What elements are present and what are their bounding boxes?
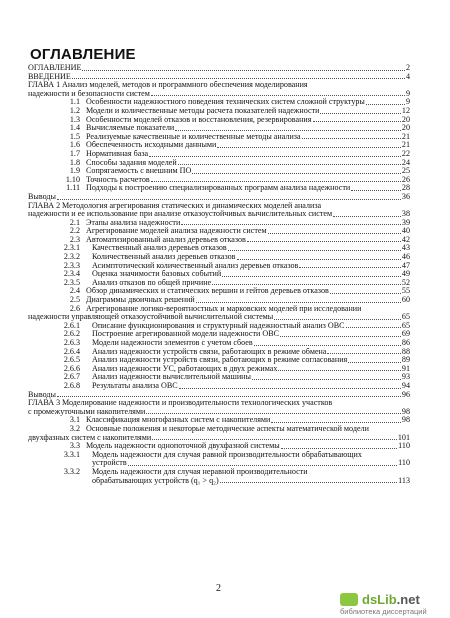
toc-entry — [28, 322, 410, 331]
toc-entry-line — [28, 141, 410, 150]
toc-entry-page: 20 — [401, 114, 410, 124]
toc-entry — [28, 425, 410, 442]
toc-entry-line — [28, 356, 410, 365]
toc-entry-title: Сопрягаемость с внешним ПО — [86, 167, 192, 176]
dot-leader — [57, 199, 401, 200]
toc-entry-title: Реализуемые качественные и количественные методы анализа — [86, 132, 301, 141]
toc-entry-title: Обеспеченность исходными данными — [86, 141, 217, 150]
toc-entry-page: 9 — [405, 88, 410, 98]
toc-entry-number: 2.6.1 — [63, 320, 80, 330]
dot-leader — [196, 302, 401, 303]
toc-entry-line — [28, 236, 410, 245]
toc-entry-line — [28, 81, 410, 90]
toc-entry-number: 2.6.4 — [63, 346, 80, 356]
toc-entry-line — [28, 451, 410, 460]
toc-entry — [28, 107, 410, 116]
toc-entry-number: 3.1 — [69, 415, 80, 425]
toc-entry-title: Анализ моделей, методов и программного обеспечения моделирования — [62, 81, 308, 90]
toc-entry-title: двухфазных систем с накопителями — [28, 433, 152, 442]
toc-entry-page: 98 — [401, 415, 410, 425]
dot-leader — [281, 448, 398, 449]
toc-entry-line — [28, 184, 410, 193]
toc-entry-number: 2.4 — [69, 286, 80, 296]
toc-entry-number: 2.6.3 — [63, 338, 80, 347]
toc-entry-line — [28, 399, 410, 408]
toc-entry-title: Способы задания моделей — [86, 158, 177, 167]
toc-entry-title: Анализ надежности вычислительной машины — [92, 373, 251, 382]
toc-entry-page: 22 — [401, 148, 410, 158]
dot-leader — [351, 190, 401, 191]
toc-entry-number: 2.6.6 — [63, 363, 80, 373]
toc-entry-number: 3.3 — [69, 441, 80, 451]
dot-leader — [178, 164, 401, 165]
toc-entry-title: Выводы — [28, 390, 56, 399]
dot-leader — [220, 482, 397, 483]
toc-entry — [28, 442, 410, 451]
toc-entry — [28, 98, 410, 107]
watermark-logo: dsLib.net — [362, 592, 420, 607]
toc-entry-number: 2.3 — [69, 234, 80, 244]
toc-entry-title: надежности и ее использование при анализе отказоустойчивых вычислительных систем — [28, 210, 333, 219]
toc-entry — [28, 159, 410, 168]
toc-entry-title: ВВЕДЕНИЕ — [28, 72, 71, 81]
toc-entry — [28, 150, 410, 159]
toc-entry-line — [28, 382, 410, 391]
toc-entry-title: Анализ надежности устройств связи, работающих в режиме согласования — [92, 356, 348, 365]
toc-entry-title: Подходы к построению специализированных программ анализа надежности — [86, 184, 351, 193]
toc-entry-number: 3.3.1 — [63, 449, 80, 459]
toc-entry-page: 28 — [401, 183, 410, 193]
dot-leader — [313, 121, 401, 122]
toc-entry-number: 1.7 — [69, 148, 80, 158]
toc-entry-title: Анализ надежности устройств связи, работающих в режиме обмена — [92, 347, 327, 356]
toc-entry-title: Классификация многофазных систем с накопителями — [86, 416, 271, 425]
dot-leader — [181, 224, 401, 225]
toc-entry — [28, 244, 410, 253]
dot-leader — [152, 439, 397, 440]
toc-entry-line — [28, 116, 410, 125]
toc-entry-page: 36 — [401, 191, 410, 201]
dot-leader — [82, 70, 405, 71]
toc-entry-title: Анализ надежности УС, работающих в двух режимах — [92, 364, 278, 373]
toc-entry-page: 60 — [401, 295, 410, 305]
toc-entry-line — [28, 322, 410, 331]
dot-leader — [346, 327, 401, 328]
toc-entry — [28, 287, 410, 296]
toc-entry-number: 2.3.5 — [63, 277, 80, 287]
toc-entry-line — [28, 64, 410, 73]
toc-entry-title: Вычисляемые показатели — [86, 124, 175, 133]
toc-entry-title: устройств — [92, 459, 127, 468]
toc-entry-number: 1.3 — [69, 114, 80, 124]
toc-entry-line — [28, 477, 410, 486]
toc-entry-line — [28, 107, 410, 116]
toc-entry-title: Диаграммы двоичных решений — [86, 296, 195, 305]
toc-entry-page: 25 — [401, 166, 410, 176]
toc-entry-title: ОГЛАВЛЕНИЕ — [28, 64, 82, 72]
toc-entry-number: 1.6 — [69, 140, 80, 150]
toc-entry — [28, 133, 410, 142]
dot-leader — [247, 241, 401, 242]
dot-leader — [175, 130, 401, 131]
toc-entry-line — [28, 416, 410, 425]
dot-leader — [237, 259, 401, 260]
toc-entry-title: Точность расчетов — [86, 175, 150, 184]
toc-entry — [28, 399, 410, 416]
toc-entry-title: Особенности надежностного поведения технических систем сложной структуры — [86, 98, 365, 107]
toc-entry-title: Особенности моделей отказов и восстановления, резервирования — [86, 115, 312, 124]
toc-entry-number: 2.3.3 — [63, 260, 80, 270]
toc-entry-line — [28, 279, 410, 288]
toc-entry-number: 2.1 — [69, 217, 80, 227]
toc-entry — [28, 348, 410, 357]
toc-entry-page: 110 — [398, 458, 410, 468]
toc-entry-line — [28, 176, 410, 185]
toc-entry-line — [28, 98, 410, 107]
toc-entry-page: 21 — [401, 140, 410, 150]
toc-entry-line — [28, 227, 410, 236]
toc-entry-number: 1.1 — [69, 97, 80, 107]
dot-leader — [327, 353, 400, 354]
toc-entry-line — [28, 287, 410, 296]
toc-entry-line — [28, 468, 410, 477]
dot-leader — [274, 319, 401, 320]
toc-entry — [28, 305, 410, 322]
toc-entry-line — [28, 296, 410, 305]
toc-entry-page: 88 — [401, 346, 410, 356]
toc-entry-page: 86 — [401, 338, 410, 347]
toc-entry-number: ГЛАВА 3 — [28, 398, 61, 408]
toc-entry — [28, 339, 410, 348]
toc-entry-page: 47 — [401, 260, 410, 270]
toc-entry — [28, 141, 410, 150]
toc-entry-number: 2.5 — [69, 295, 80, 305]
toc-entry-line — [28, 425, 410, 434]
toc-entry-page: 89 — [401, 355, 410, 365]
toc-entry-title: с промежуточными накопителями — [28, 407, 146, 416]
toc-entry-line — [28, 244, 410, 253]
toc-entry-number: 1.11 — [66, 183, 80, 193]
toc-entry — [28, 64, 410, 73]
toc-entry-page: 38 — [401, 209, 410, 219]
toc-entry-page: 43 — [401, 243, 410, 253]
toc-entry-number: 2.3.2 — [63, 252, 80, 262]
toc-entry-line — [28, 150, 410, 159]
toc-entry-line — [28, 124, 410, 133]
toc-entry-title: Описание функционирования и структурный надежностный анализ ОВС — [92, 321, 345, 330]
toc-entry-line — [28, 408, 410, 417]
toc-entry-line — [28, 365, 410, 374]
toc-entry-page: 2 — [405, 63, 410, 72]
toc-entry-title: Агрегирование логико-вероятностных и марковских моделей при исследовании — [86, 304, 362, 313]
toc-entry — [28, 373, 410, 382]
toc-entry-title: Модель надежности для случая равной производительности обрабатывающих — [92, 450, 362, 459]
toc-entry-title: Качественный анализ деревьев отказов — [92, 244, 227, 253]
toc-entry-page: 40 — [401, 226, 410, 236]
toc-entry-number: 2.6.8 — [63, 380, 80, 390]
toc-entry-title: Моделирование надежности и производительности технологических участков — [62, 399, 333, 408]
toc-entry-page: 9 — [405, 97, 410, 107]
toc-entry — [28, 330, 410, 339]
toc-entry-page: 93 — [401, 372, 410, 382]
toc-entry-line — [28, 90, 410, 99]
toc-entry — [28, 391, 410, 400]
toc-entry — [28, 167, 410, 176]
toc-entry-page: 110 — [398, 441, 410, 451]
toc-entry-title: Этапы анализа надежности — [86, 218, 181, 227]
toc-entry-number: 2.3.4 — [63, 269, 80, 279]
dot-leader — [149, 156, 401, 157]
watermark — [340, 592, 446, 616]
toc-entry-line — [28, 167, 410, 176]
dot-leader — [151, 181, 401, 182]
toc-entry-number: 3.3.2 — [63, 466, 80, 476]
toc-entry-page: 94 — [401, 380, 410, 390]
toc-entry-number: 1.5 — [69, 131, 80, 141]
toc-entry-title: Методология агрегирования статических и динамических моделей анализа — [62, 201, 322, 210]
toc-entry — [28, 356, 410, 365]
dot-leader — [333, 216, 401, 217]
toc-entry-line — [28, 133, 410, 142]
toc-entry-title: Обзор динамических и статических вершин и гейтов деревьев отказов — [86, 287, 329, 296]
toc-entry — [28, 236, 410, 245]
toc-entry-line — [28, 330, 410, 339]
toc-entry-page: 101 — [397, 432, 410, 442]
toc-entry-number: 1.4 — [69, 123, 80, 133]
toc-entry-line — [28, 253, 410, 262]
toc-entry-page: 55 — [401, 286, 410, 296]
toc-entry-title: Оценка значимости базовых событий — [92, 270, 222, 279]
toc-entry-number: 2.6.5 — [63, 355, 80, 365]
toc-entry-page: 12 — [401, 105, 410, 115]
toc-entry-number: 1.8 — [69, 157, 80, 167]
toc-entry-title: надежности управляющей отказоустойчивой вычислительной системы — [28, 313, 274, 322]
dot-leader — [57, 396, 401, 397]
toc-entry-number: 2.6.7 — [63, 372, 80, 382]
toc-entry — [28, 184, 410, 193]
toc-entry — [28, 227, 410, 236]
toc-entry-title: надежности и безопасности систем — [28, 89, 150, 98]
toc-entry-page: 4 — [405, 71, 410, 81]
toc-entry-page: 49 — [401, 269, 410, 279]
toc-entry-line — [28, 339, 410, 348]
toc-entry-line — [28, 202, 410, 211]
toc-entry-number: 2.3.1 — [63, 243, 80, 253]
toc-entry-line — [28, 270, 410, 279]
toc-entry-number: 2.6 — [69, 303, 80, 313]
toc-entry — [28, 73, 410, 82]
watermark-caption: библиотека диссертаций — [340, 607, 427, 616]
toc-entry — [28, 124, 410, 133]
toc-entry-line — [28, 348, 410, 357]
toc-entry-title: Количественный анализ деревьев отказов — [92, 253, 236, 262]
toc-entry-line — [28, 391, 410, 400]
toc-entry — [28, 262, 410, 271]
toc-entry-number: 2.2 — [69, 226, 80, 236]
dot-leader — [348, 362, 401, 363]
toc-entry-number: 1.9 — [69, 166, 80, 176]
toc-entry-page: 52 — [401, 277, 410, 287]
dot-leader — [217, 147, 401, 148]
dot-leader — [228, 250, 401, 251]
toc-entry-title: Автоматизированный анализ деревьев отказов — [86, 235, 246, 244]
toc-entry-title: обрабатывающих устройств (q₁ > q₂) — [92, 476, 219, 485]
toc-entry-line — [28, 442, 410, 451]
dot-leader — [128, 465, 398, 466]
toc-entry — [28, 270, 410, 279]
toc-entry-line — [28, 193, 410, 202]
toc-entry-line — [28, 159, 410, 168]
toc-entry-title: Асимптотический количественный анализ деревьев отказов — [92, 261, 299, 270]
dot-leader — [72, 78, 405, 79]
dot-leader — [320, 113, 400, 114]
dot-leader — [146, 413, 401, 414]
toc-entry — [28, 365, 410, 374]
toc-entry-page: 69 — [401, 329, 410, 339]
dot-leader — [212, 284, 401, 285]
toc-entry-title: Модели и количественные методы расчета показателей надежности — [86, 106, 320, 115]
toc-entry-line — [28, 434, 410, 443]
toc-entry-number: ГЛАВА 1 — [28, 80, 61, 90]
toc-entry-title: Агрегирование моделей анализа надежности систем — [86, 227, 267, 236]
toc-entry-line — [28, 262, 410, 271]
dslib-logo-icon — [340, 593, 358, 606]
dot-leader — [280, 336, 401, 337]
page-number: 2 — [216, 583, 221, 594]
dot-leader — [271, 422, 401, 423]
toc-entry — [28, 116, 410, 125]
dot-leader — [366, 104, 405, 105]
toc-entry-line — [28, 219, 410, 228]
toc-entry-page: 113 — [398, 475, 410, 485]
toc-entry-page: 65 — [401, 312, 410, 322]
toc-entry-title: Выводы — [28, 192, 56, 201]
toc-entry — [28, 219, 410, 228]
toc-entry — [28, 81, 410, 98]
toc-entry — [28, 468, 410, 485]
dot-leader — [278, 370, 401, 371]
toc-entry-line — [28, 73, 410, 82]
toc-entry-page: 39 — [401, 217, 410, 227]
toc-entry-title: Анализ отказов по общей причине — [92, 278, 212, 287]
toc-entry-page: 42 — [401, 234, 410, 244]
toc-entry-title: Нормативная база — [86, 149, 149, 158]
dot-leader — [330, 293, 401, 294]
toc-entry-title: Модель надежности для случая неравной производительности — [92, 467, 308, 476]
toc-entry — [28, 176, 410, 185]
toc-entry-line — [28, 210, 410, 219]
toc-entry — [28, 193, 410, 202]
toc-entry-number: 1.10 — [65, 174, 80, 184]
toc-entry — [28, 382, 410, 391]
dot-leader — [192, 173, 401, 174]
toc-entry-title: Модели надежности элементов с учетом сбоев — [92, 339, 253, 347]
toc-entry-page: 20 — [401, 123, 410, 133]
toc-entry-page: 98 — [401, 406, 410, 416]
toc-entry-line — [28, 373, 410, 382]
toc-entry — [28, 253, 410, 262]
toc-entry — [28, 296, 410, 305]
dot-leader — [252, 379, 401, 380]
toc-entry-title: Модель надежности однопоточной двухфазной системы — [86, 442, 280, 451]
toc-title: ОГЛАВЛЕНИЕ — [30, 46, 136, 63]
toc-entry-number: 3.2 — [69, 423, 80, 433]
dot-leader — [299, 267, 401, 268]
dot-leader — [151, 95, 405, 96]
dot-leader — [268, 233, 401, 234]
toc-entry-page: 46 — [401, 252, 410, 262]
toc-entry — [28, 279, 410, 288]
toc-entry-page: 21 — [401, 131, 410, 141]
toc-entry-line — [28, 305, 410, 314]
toc-entry-page: 26 — [401, 174, 410, 184]
toc-entry-line — [28, 313, 410, 322]
dot-leader — [179, 388, 401, 389]
toc-entry — [28, 451, 410, 468]
toc-entry-page: 65 — [401, 320, 410, 330]
toc-entry-page: 96 — [401, 389, 410, 399]
toc-entry-number: 2.6.2 — [63, 329, 80, 339]
toc-entry-page: 91 — [401, 363, 410, 373]
toc-entry-title: Построение агрегированной модели надежности ОВС — [92, 330, 280, 339]
toc-entry-title: Результаты анализа ОВС — [92, 381, 178, 390]
table-of-contents — [28, 64, 410, 485]
dot-leader — [254, 345, 401, 346]
toc-entry-page: 24 — [401, 157, 410, 167]
toc-entry-line — [28, 459, 410, 468]
toc-entry-title: Основные положения и некоторые методические аспекты математической модели — [86, 424, 369, 433]
dot-leader — [222, 276, 401, 277]
toc-entry — [28, 416, 410, 425]
toc-entry-number: 1.2 — [69, 105, 80, 115]
toc-entry-number: ГЛАВА 2 — [28, 200, 61, 210]
dot-leader — [302, 138, 401, 139]
toc-entry — [28, 202, 410, 219]
